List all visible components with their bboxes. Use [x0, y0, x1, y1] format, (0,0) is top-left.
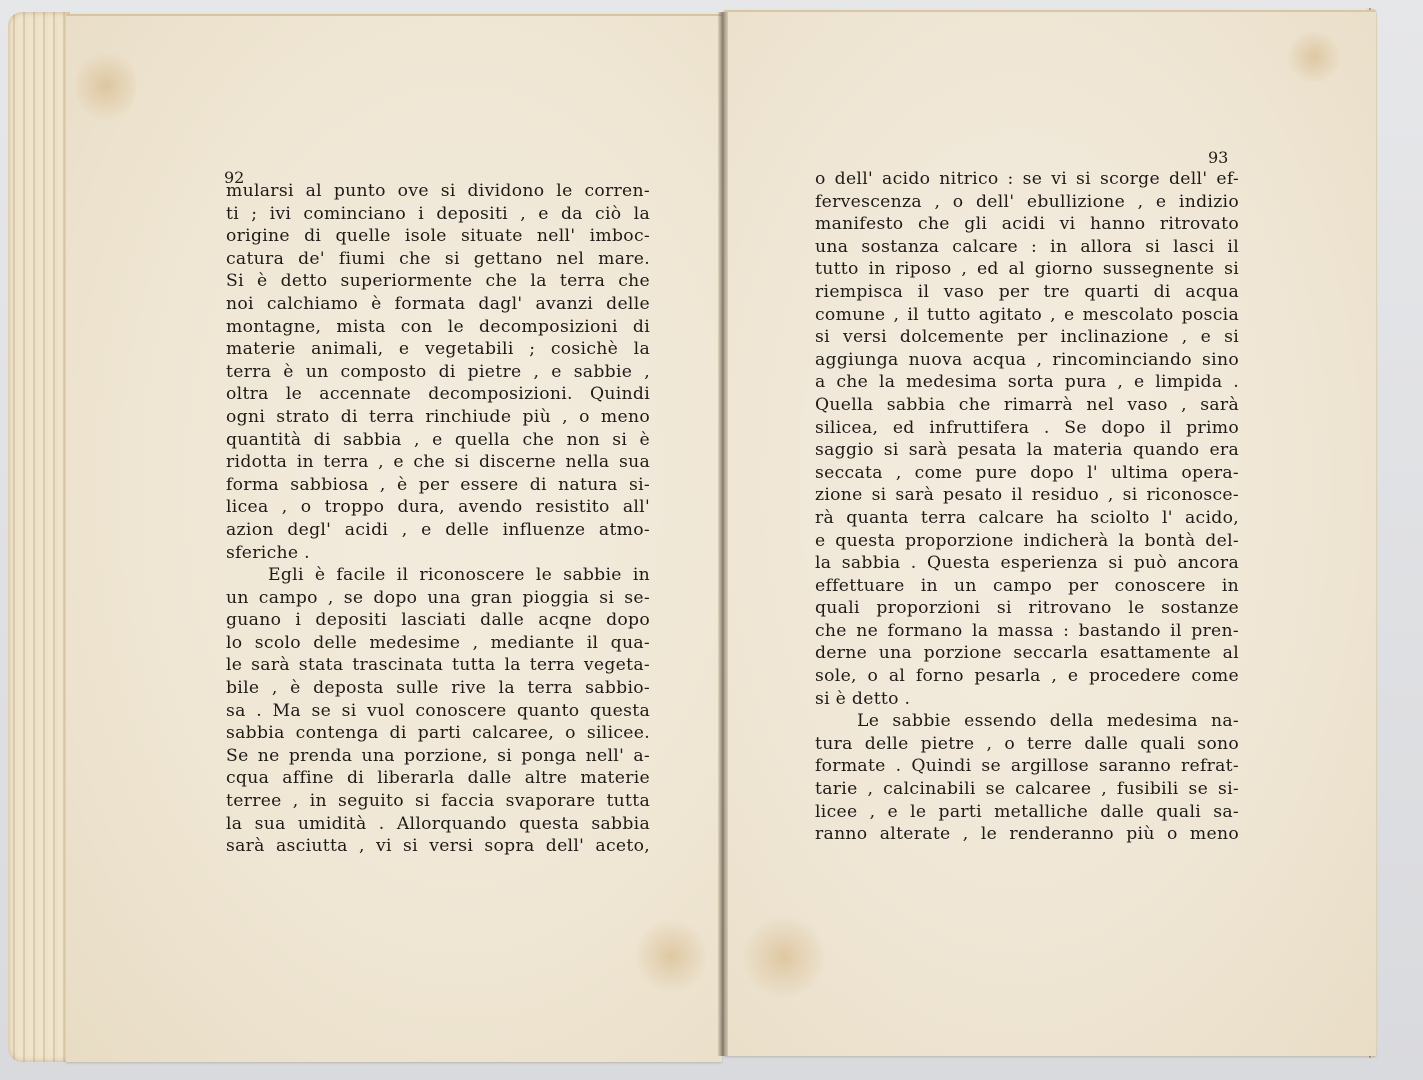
text-line: ranno alterate , le renderanno più o meno: [815, 824, 1239, 845]
text-line: saggio si sarà pesata la materia quando era: [815, 440, 1239, 461]
text-line: derne una porzione seccarla esattamente al: [815, 643, 1239, 664]
paragraph-start-line: Egli è facile il riconoscere le sabbie in: [268, 565, 650, 586]
text-line: comune , il tutto agitato , e mescolato poscia: [815, 304, 1239, 325]
text-line: montagne, mista con le decomposizioni di: [226, 316, 650, 337]
page-stack-left-edge: [8, 12, 70, 1062]
text-line: Quella sabbia che rimarrà nel vaso , sarà: [815, 394, 1239, 415]
text-line: tura delle pietre , o terre dalle quali sono: [815, 733, 1239, 754]
text-line: bile , è deposta sulle rive la terra sabbio-: [226, 678, 650, 699]
foxing-stain: [1284, 32, 1344, 82]
text-line: quantità di sabbia , e quella che non si è: [226, 429, 650, 450]
text-line: sole, o al forno pesarla , e procedere come: [815, 666, 1239, 687]
text-line: fervescenza , o dell' ebullizione , e indizio: [815, 191, 1239, 212]
text-line: le sarà stata trascinata tutta la terra vegeta-: [226, 655, 650, 676]
text-line: origine di quelle isole situate nell' imboc-: [226, 226, 650, 247]
text-line: forma sabbiosa , è per essere di natura si-: [226, 474, 650, 495]
text-line: sa . Ma se si vuol conoscere quanto questa: [226, 700, 650, 721]
text-line: sabbia contenga di parti calcaree, o silicee.: [226, 723, 650, 744]
text-line: rà quanta terra calcare ha sciolto l' acido,: [815, 507, 1239, 528]
text-line: si è detto .: [815, 688, 911, 709]
text-line: quali proporzioni si ritrovano le sostanze: [815, 598, 1239, 619]
text-line: ridotta in terra , e che si discerne nella sua: [226, 452, 650, 473]
text-line: ogni strato di terra rinchiude più , o meno: [226, 406, 650, 427]
text-line: azion degl' acidi , e delle influenze atmo-: [226, 519, 650, 540]
text-line: noi calchiamo è formata dagl' avanzi delle: [226, 293, 650, 314]
book-gutter: [718, 12, 728, 1056]
text-line: la sua umidità . Allorquando questa sabbia: [226, 813, 650, 834]
text-line: licea , o troppo dura, avendo resistito all': [226, 497, 650, 518]
text-line: effettuare in un campo per conoscere in: [815, 575, 1239, 596]
text-line: terree , in seguito si faccia svaporare tutta: [226, 791, 650, 812]
text-line: silicea, ed infruttifera . Se dopo il primo: [815, 417, 1239, 438]
text-line: tutto in riposo , ed al giorno sussegnente si: [815, 259, 1239, 280]
text-line: materie animali, e vegetabili ; cosichè la: [226, 339, 650, 360]
paragraph-start-line: Le sabbie essendo della medesima na-: [857, 711, 1239, 732]
text-line: e questa proporzione indicherà la bontà del-: [815, 530, 1239, 551]
text-line: ti ; ivi cominciano i depositi , e da ciò la: [226, 203, 650, 224]
right-page-text: [815, 168, 1239, 846]
text-line: licee , e le parti metalliche dalle quali sa-: [815, 801, 1239, 822]
foxing-stain: [636, 916, 706, 996]
page-number-left: 92: [224, 168, 245, 187]
text-line: formate . Quindi se argillose saranno refrat-: [815, 756, 1239, 777]
text-line: a che la medesima sorta pura , e limpida .: [815, 372, 1239, 393]
foxing-stain: [744, 912, 824, 1002]
text-line: lo scolo delle medesime , mediante il qua-: [226, 632, 650, 653]
left-page-text: [226, 180, 650, 858]
text-line: catura de' fiumi che si gettano nel mare.: [226, 248, 650, 269]
text-line: Se ne prenda una porzione, si ponga nell' a-: [226, 745, 650, 766]
text-line: una sostanza calcare : in allora si lasci il: [815, 236, 1239, 257]
text-line: Si è detto superiormente che la terra che: [226, 271, 650, 292]
text-line: si versi dolcemente per inclinazione , e si: [815, 327, 1239, 348]
foxing-stain: [76, 46, 136, 126]
text-line: zione si sarà pesato il residuo , si riconosce-: [815, 485, 1239, 506]
text-line: un campo , se dopo una gran pioggia si se-: [226, 587, 650, 608]
text-line: oltra le accennate decomposizioni. Quindi: [226, 384, 650, 405]
text-line: seccata , come pure dopo l' ultima opera-: [815, 462, 1239, 483]
text-line: sferiche .: [226, 542, 310, 563]
text-line: guano i depositi lasciati dalle acqne dopo: [226, 610, 650, 631]
text-line: o dell' acido nitrico : se vi si scorge dell' ef-: [815, 169, 1239, 189]
text-line: riempisca il vaso per tre quarti di acqua: [815, 281, 1239, 302]
text-line: sarà asciutta , vi si versi sopra dell' aceto,: [226, 836, 650, 857]
text-line: cqua affine di liberarla dalle altre materie: [226, 768, 650, 789]
text-line: tarie , calcinabili se calcaree , fusibili se si-: [815, 779, 1239, 800]
text-line: manifesto che gli acidi vi hanno ritrovato: [815, 214, 1239, 235]
text-line: mularsi al punto ove si dividono le corren-: [226, 181, 650, 201]
page-number-right: 93: [1208, 148, 1229, 167]
text-line: terra è un composto di pietre , e sabbie ,: [226, 361, 650, 382]
text-line: che ne formano la massa : bastando il pren-: [815, 620, 1239, 641]
text-line: la sabbia . Questa esperienza si può ancora: [815, 553, 1239, 574]
text-line: aggiunga nuova acqua , rincominciando sino: [815, 349, 1239, 370]
